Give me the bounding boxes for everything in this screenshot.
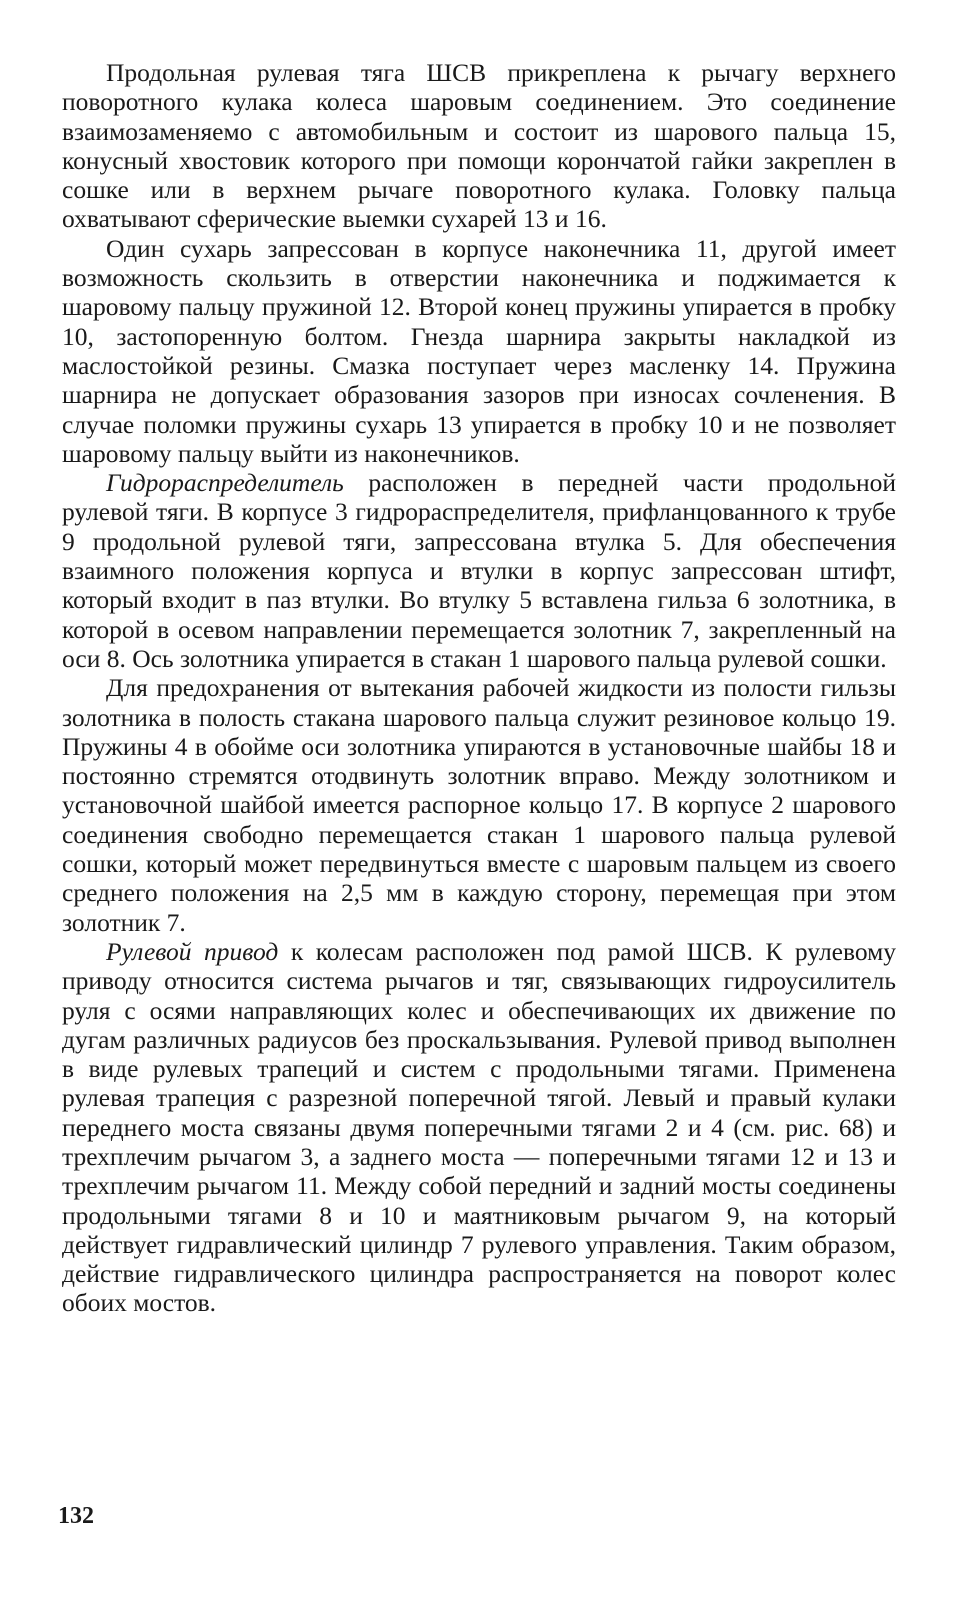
paragraph-term: Рулевой привод [106, 936, 279, 966]
paragraph-4 [62, 673, 896, 937]
paragraph-5 [62, 937, 896, 1318]
paragraph-term: Гидрораспределитель [106, 468, 344, 498]
paragraph-text: Для предохранения от вытекания рабочей жидкости из полости гильзы золотника в полость стакана шарового пальца служит резиновое кольцо 19. Пружины 4 в обойме оси золотника упираются в установочные шайбы 18 и постоянно стремятся отодвинуть золотник вправо. Между золотником и установочной шайбой имеется распорное кольцо 17. В корпусе 2 шарового соединения свободно перемещается стакан 1 шарового пальца рулевой сошки, который может передвинуться вместе с шаровым пальцем из своего среднего положения на 2,5 мм в каждую сторону, перемещая при этом золотник 7. [62, 673, 896, 937]
paragraph-text: к колесам расположен под рамой ШСВ. К рулевому приводу относится система рычагов и тяг, связывающих гидроусилитель руля с осями направляющих колес и обеспечивающих их движение по дугам различных радиусов без проскальзывания. Рулевой привод выполнен в виде рулевых трапеций и систем с продольными тягами. Применена рулевая трапеция с разрезной поперечной тягой. Левый и правый кулаки переднего моста связаны двумя поперечными тягами 2 и 4 (см. рис. 68) и трехплечим рычагом 3, а заднего моста — поперечными тягами 12 и 13 и трехплечим рычагом 11. Между собой передний и задний мосты соединены продольными тягами 8 и 10 и маятниковым рычагом 9, на который действует гидравлический цилиндр 7 рулевого управления. Таким образом, действие гидравлического цилиндра распространяется на поворот колес обоих мостов. [62, 936, 896, 1318]
page-body [62, 58, 896, 1318]
paragraph-2 [62, 234, 896, 468]
paragraph-3 [62, 468, 896, 673]
paragraph-text: Один сухарь запрессован в корпусе наконечника 11, другой имеет возможность скользить в отверстии наконечника и поджимается к шаровому пальцу пружиной 12. Второй конец пружины упирается в пробку 10, застопоренную болтом. Гнезда шарнира закрыты накладкой из маслостойкой резины. Смазка поступает через масленку 14. Пружина шарнира не допускает образования зазоров при износах сочленения. В случае поломки пружины сухарь 13 упирается в пробку 10 и не позволяет шаровому пальцу выйти из наконечников. [62, 233, 896, 468]
paragraph-text: Продольная рулевая тяга ШСВ прикреплена к рычагу верхнего поворотного кулака колеса шаровым соединением. Это соединение взаимозаменяемо с автомобильным и состоит из шарового пальца 15, конусный хвостовик которого при помощи корончатой гайки закреплен в сошке или в верхнем рычаге поворотного кулака. Головку пальца охватывают сферические выемки сухарей 13 и 16. [62, 58, 896, 234]
page-number: 132 [58, 1503, 94, 1529]
paragraph-text: расположен в передней части продольной рулевой тяги. В корпусе 3 гидрораспределителя, прифланцованного к трубе 9 продольной рулевой тяги, запрессована втулка 5. Для обеспечения взаимного положения корпуса и втулки в корпус запрессован штифт, который входит в паз втулки. Во втулку 5 вставлена гильза 6 золотника, в которой в осевом направлении перемещается золотник 7, закрепленный на оси 8. Ось золотника упирается в стакан 1 шарового пальца рулевой сошки. [62, 468, 896, 673]
paragraph-1 [62, 58, 896, 234]
